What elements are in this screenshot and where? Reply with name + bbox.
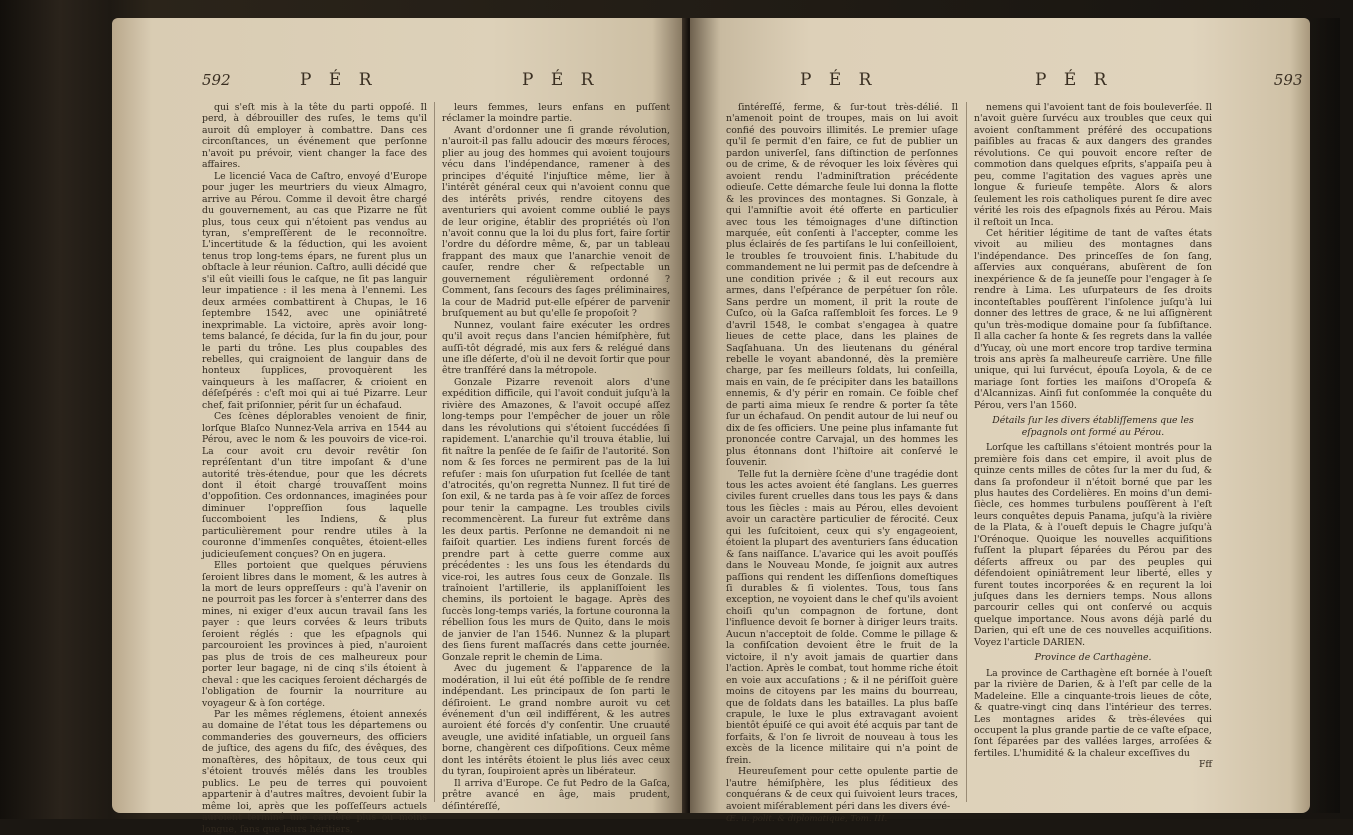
left-running-head-1: P É R xyxy=(300,70,378,90)
section-subtitle: Province de Carthagène. xyxy=(1034,652,1152,664)
column-rule xyxy=(434,102,435,802)
paragraph: La province de Carthagène eſt bornée à l'oueſt par la rivière de Darien, & à l'eſt par celle de la Madeleine. Elle a cinquante-trois lieues de côte, & quatre-vingt cinq dans l'intérieur des terres. Les montagnes arides & très-élevées qui occupent la plus grande partie de ce vaſte eſpace, ſont ſéparées par des vallées larges, arroſées & fertiles. L'humidité & la chaleur exceſſives du xyxy=(974,667,1212,759)
paragraph: Le licencié Vaca de Caſtro, envoyé d'Europe pour juger les meurtriers du vieux Almagro, arrive au Pérou. Comme il devoit être chargé du gouvernement, au cas que Pizarre ne fût plus, tous ceux qui n'étoient pas vendus au tyran, s'empreſſèrent de le reconnoître. L'incertitude & la ſéduction, qui les avoient tenus trop long-tems épars, ne furent plus un obſtacle à leur réunion. Caſtro, aulli décidé que s'il eût vieilli ſous le caſque, ne ſit pas languir leur impatience : il les mena à l'ennemi. Les deux armées combattirent à Chupas, le 16 ſeptembre 1542, avec une opiniâtreté inexprimable. La victoire, après avoir long-tems balancé, ſe décida, ſur la fin du jour, pour le parti du trône. Les plus coupables des rebelles, qui craignoient de languir dans de honteux ſupplices, provoquèrent les vainqueurs à les maſſacrer, & crioient en déſeſpérés : c'eſt moi qui ai tué Pizarre. Leur chef, fait priſonnier, périt ſur un échafaud. xyxy=(202,170,427,411)
right-running-head-2: P É R xyxy=(1035,70,1113,90)
right-column-1 xyxy=(726,102,958,825)
left-page-number: 592 xyxy=(202,71,231,89)
right-page-number: 593 xyxy=(1273,71,1303,89)
paragraph: leurs femmes, leurs enfans en puſſent réclamer la moindre partie. xyxy=(442,102,670,125)
left-column-1 xyxy=(202,102,427,835)
left-column-2 xyxy=(442,102,670,812)
paragraph: Elles portoient que quelques péruviens ſeroient libres dans le moment, & les autres à la mort de leurs oppreſſeurs : qu'à l'avenir on ne pourroit pas les forcer à s'enterrer dans des mines, ni exiger d'eux aucun travail ſans les payer : que leurs corvées & leurs tributs ſeroient réglés : que les eſpagnols qui parcouroient les provinces à pied, n'auroient pas plus de trois de ces malheureux pour porter leur bagage, ni de cinq s'ils étoient à cheval : que les caciques ſeroient déchargés de l'obligation de fournir la nourriture au voyageur & à ſon cortége. xyxy=(202,560,427,709)
paragraph: Heureuſement pour cette opulente partie de l'autre hémiſphère, les plus ſéditieux des conquérans & de ceux qui ſuivoient leurs traces, avoient miſérablement péri dans les divers évé- xyxy=(726,766,958,812)
paragraph: Gonzale Pizarre revenoit alors d'une expédition difficile, qui l'avoit conduit juſqu'à la rivière des Amazones, & l'avoit occupé aſſez long-temps pour l'empêcher de jouer un rôle dans les révolutions qui s'étoient ſuccédées ſi rapidement. L'anarchie qu'il trouva établie, lui fit naître la penſée de ſe ſaiſir de l'autorité. Son nom & ſes forces ne permirent pas de la lui refuſer : mais ſon uſurpation fut ſcellée de tant d'atrocités, qu'on regretta Nunnez. Il fut tiré de ſon exil, & ne tarda pas à ſe voir aſſez de forces pour tenir la campagne. Les troubles civils recommencèrent. La fureur fut extrême dans les deux partis. Perſonne ne demandoit ni ne faiſoit quartier. Les indiens furent forcés de prendre part à cette guerre comme aux précédentes : les uns ſous les étendards du vice-roi, les autres ſous ceux de Gonzale. Ils traînoient l'artillerie, ils applaniſſoient les chemins, ils portoient le bagage. Après des ſuccès long-temps variés, la fortune couronna la rébellion ſous les murs de Quito, dans le mois de janvier de l'an 1546. Nunnez & la plupart des ſiens furent maſſacrés dans cette journée. Gonzale reprit le chemin de Lima. xyxy=(442,376,670,663)
right-running-head-1: P É R xyxy=(800,70,878,90)
paragraph: Par les mêmes réglemens, étoient annexés au domaine de l'état tous les départemens ou commanderies des gouverneurs, des officiers de juſtice, des agens du fiſc, des évêques, des monaſtères, des hôpitaux, de tous ceux qui s'étoient trouvés mêlés dans les troubles publics. Le peu de terres qui pouvoient appartenir à d'autres maîtres, devoient ſubir la même loi, après que les poſſeſſeurs actuels auroient terminé une carrière plus ou moins longue, ſans que leurs héritiers, xyxy=(202,709,427,835)
right-column-2 xyxy=(974,102,1212,807)
column-rule xyxy=(966,102,967,802)
left-page-header xyxy=(202,70,378,94)
left-page xyxy=(112,18,687,835)
paragraph: Avant d'ordonner une ſi grande révolution, n'auroit-il pas fallu adoucir des mœurs féroces, plier au joug des hommes qui avoient toujours vécu dans l'indépendance, ramener à des principes d'équité l'injuſtice même, lier à l'intérêt général ceux qui n'avoient connu que des intérêts privés, rendre citoyens des aventuriers qui avoient comme oublié le pays de leur origine, établir des propriétés où l'on n'avoit connu que la loi du plus fort, faire ſortir l'ordre du déſordre même, &, par un tableau frappant des maux que l'anarchie venoit de cauſer, rendre cher & reſpectable un gouvernement régulièrement ordonné ? Comment, ſans ſecours des ſages préliminaires, la cour de Madrid put-elle eſpérer de parvenir bruſquement au but qu'elle ſe propoſoit ? xyxy=(442,124,670,320)
paragraph: Lorſque les caſtillans s'étoient montrés pour la première fois dans cet empire, il avoit plus de quinze cents milles de côtes ſur la mer du ſud, & dans ſa profondeur il n'étoit borné que par les plus hautes des Cordelières. En moins d'un demi-ſiècle, ces hommes turbulens pouſſèrent à l'eſt leurs conquêtes depuis Panama, juſqu'à la rivière de la Plata, & à l'oueſt depuis le Chagre juſqu'à l'Orénoque. Quoique les nouvelles acquiſitions fuſſent la plupart ſéparées du Pérou par des déſerts affreux ou par des peuples qui défendoient opiniâtrement leur liberté, elles y furent toutes incorporées & en reçurent la loi juſques dans les derniers temps. Nous allons parcourir celles qui ont conſervé ou acquis quelque importance. Nous avons déjà parlé du Darien, qui eſt une de ces nouvelles acquiſitions. Voyez l'article DARIEN. xyxy=(974,442,1212,648)
footnote: Œ. u. polit. & diplomatique, Tom. III. xyxy=(726,814,888,825)
paragraph: Telle fut la dernière ſcène d'une tragédie dont tous les actes avoient été ſanglans. Les guerres civiles furent cruelles dans tous les pays & dans tous les ſiècles : mais au Pérou, elles devoient avoir un caractère particulier de férocité. Ceux qui les ſuſcitoient, ceux qui s'y engageoient, étoient la plupart des aventuriers ſans éducation & ſans naiſſance. L'avarice qui les avoit pouſſés dans le Nouveau Monde, ſe joignit aux autres paſſions qui rendent les diſſenſions domeſtiques ſi durables & ſi violentes. Tous, tous ſans exception, ne voyoient dans le chef qu'ils avoient choiſi qu'un compagnon de fortune, dont l'influence devoit ſe borner à diriger leurs traits. Aucun n'acceptoit de ſolde. Comme le pillage & la confiſcation devoient être le fruit de la victoire, il n'y avoit jamais de quartier dans l'action. Après le combat, tout homme riche étoit en voie aux accuſations ; & il ne périſſoit guère moins de citoyens par les mains du bourreau, que de ſoldats dans les batailles. La plus baſſe crapule, le luxe le plus extravagant avoient bientôt épuiſé ce qui avoit été acquis par tant de forfaits, & l'on ſe livroit de nouveau à tous les excès de la licence militaire qui n'a point de frein. xyxy=(726,468,958,766)
catchword: Fff xyxy=(1198,759,1212,771)
paragraph: Il arriva d'Europe. Ce fut Pedro de la Gaſca, prêtre avancé en âge, mais prudent, déſintéreſſé, xyxy=(442,777,670,812)
paragraph: Avec du jugement & l'apparence de la modération, il lui eût été poſſible de ſe rendre indépendant. Les principaux de ſon parti le déſiroient. Le grand nombre auroit vu cet événement d'un œil indifférent, & les autres auroient été forcés d'y conſentir. Une cruauté aveugle, une avidité inſatiable, un orgueil ſans borne, changèrent ces diſpoſitions. Ceux même dont les intérêts étoient le plus liés avec ceux du tyran, ſoupiroient après un libérateur. xyxy=(442,663,670,778)
section-subtitle: Détails ſur les divers établiſſemens que les eſpagnols ont formé au Pérou. xyxy=(992,415,1194,438)
paragraph: ſintéreſſé, ferme, & ſur-tout très-délié. Il n'amenoit point de troupes, mais on lui avoit confié des pouvoirs illimités. Le premier uſage qu'il ſe permit d'en faire, ce fut de publier un pardon univerſel, ſans diſtinction de perſonnes ou de crime, & de révoquer les loix ſévères qui avoient rendu l'adminiſtration précédente odieuſe. Cette démarche ſeule lui donna la flotte & les provinces des montagnes. Si Gonzale, à qui l'amniſtie avoit été offerte en particulier avec tous les témoignages d'une diſtinction marquée, eût conſenti à l'accepter, comme les plus éclairés de ſes partiſans le lui conſeilloient, le troubles ſe trouvoient finis. L'habitude du commandement ne lui permit pas de deſcendre à une condition privée ; & il eut recours aux armes, dans l'eſpérance de perpétuer ſon rôle. Sans perdre un moment, il prit la route de Cuſco, où la Gaſca raſſembloit ſes forces. Le 9 d'avril 1548, le combat s'engagea à quatre lieues de cette place, dans les plaines de Saqſahuana. Un des lieutenans du général rebelle le voyant abandonné, dès la première charge, par ſes meilleurs ſoldats, lui conſeilla, mais en vain, de ſe précipiter dans les bataillons ennemis, & d'y périr en romain. Ce foible chef de parti aima mieux ſe rendre & porter ſa tête ſur un échafaud. On pendit autour de lui neuf ou dix de ſes officiers. Une peine plus infamante fut prononcée contre Carvajal, un des hommes les plus étonnans dont l'hiſtoire ait conſervé le ſouvenir. xyxy=(726,102,958,469)
right-page-header xyxy=(1035,70,1303,94)
paragraph: Nunnez, voulant faire exécuter les ordres qu'il avoit reçus dans l'ancien hémiſphère, fut auſſi-tôt dégradé, mis aux fers & relégué dans une iſle déſerte, d'où il ne devoit ſortir que pour être tranſféré dans la métropole. xyxy=(442,319,670,377)
paragraph: Cet héritier légitime de tant de vaſtes états vivoit au milieu des montagnes dans l'indépendance. Des princeſſes de ſon ſang, aſſervies aux conquérans, abuſèrent de ſon inexpérience & de ſa jeuneſſe pour l'engager à ſe rendre à Lima. Les uſurpateurs de ſes droits inconteſtables pouſſèrent l'inſolence juſqu'à lui donner des lettres de grace, & ne lui aſſignèrent qu'un très-modique domaine pour ſa ſubſiſtance. Il alla cacher ſa honte & ſes regrets dans la vallée d'Yucay, où une mort encore trop tardive termina trois ans après ſa malheureuſe carrière. Une fille unique, qui lui ſurvécut, épouſa Loyola, & de ce mariage ſont forties les maiſons d'Oropeſa & d'Alcannizas. Ainſi fut conſommée la conquête du Pérou, vers l'an 1560. xyxy=(974,227,1212,411)
paragraph: Ces ſcènes déplorables venoient de finir, lorſque Blaſco Nunnez-Vela arriva en 1544 au Pérou, avec le nom & les pouvoirs de vice-roi. La cour avoit cru devoir revêtir ſon repréſentant d'un titre impoſant & d'une autorité très-étendue, pour que les décrets dont il étoit chargé trouvaſſent moins d'oppoſition. Ces ordonnances, imaginées pour diminuer l'oppreſſion ſous laquelle ſuccomboient les Indiens, & plus particulièrement pour rendre utiles à la couronne d'immenſes conquêtes, étoient-elles judicieuſement conçues? On en jugera. xyxy=(202,411,427,560)
paragraph: qui s'eſt mis à la tête du parti oppoſé. Il perd, à débrouiller des ruſes, le tems qu'il auroit dû employer à combattre. Dans ces circonſtances, un événement que perſonne n'avoit pu prévoir, vient changer la face des affaires. xyxy=(202,102,427,171)
left-running-head-2: P É R xyxy=(522,70,600,90)
paragraph: nemens qui l'avoient tant de fois bouleverſée. Il n'avoit guère ſurvécu aux troubles que ceux qui avoient conſtamment préféré des occupations paiſibles au fracas & aux dangers des grandes révolutions. Ce qui pouvoit encore reſter de commotion dans quelques eſprits, s'appaiſa peu à peu, comme l'agitation des vagues après une longue & furieuſe tempête. Alors & alors ſeulement les rois catholiques purent ſe dire avec vérité les rois des eſpagnols fixés au Pérou. Mais il reſtoit un Inca. xyxy=(974,102,1212,228)
right-page xyxy=(690,18,1310,825)
right-edge-shadow xyxy=(1310,18,1340,813)
